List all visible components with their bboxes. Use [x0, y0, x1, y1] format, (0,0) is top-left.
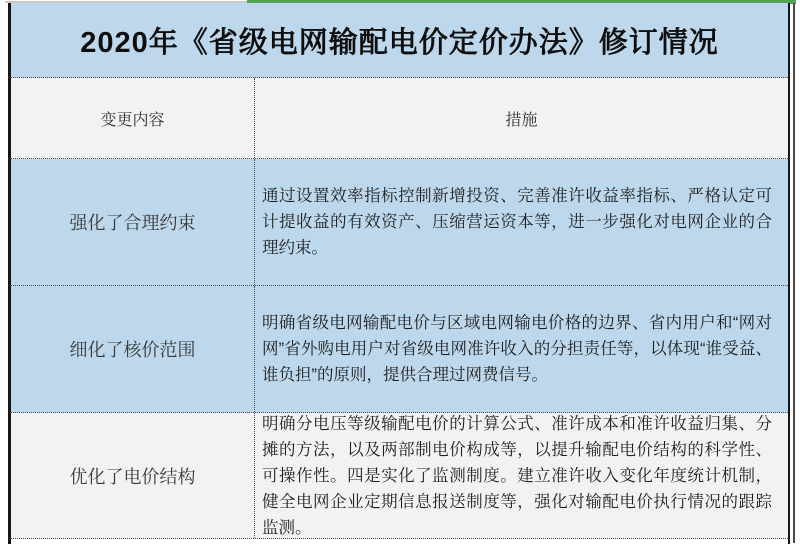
- table-header-row: [11, 78, 788, 159]
- column-header-change: [11, 78, 255, 158]
- page-title: 2020年《省级电网输配电价定价办法》修订情况: [80, 26, 719, 59]
- outer-right-border-line: [793, 3, 795, 543]
- table-row: [11, 159, 788, 286]
- row-change-label: 强化了合理约束: [69, 213, 196, 233]
- title-row: [11, 3, 788, 78]
- table-row: [11, 413, 788, 539]
- row-change-cell: [11, 286, 255, 412]
- table-frame: [8, 3, 790, 544]
- row-change-cell: [11, 413, 255, 538]
- row-measure-cell: [255, 413, 788, 538]
- row-measure-text: 明确分电压等级输配电价的计算公式、准许成本和准许收益归集、分摊的方法，以及两部制电价构成等，以提升输配电价结构的科学性、可操作性。四是实化了监测制度。建立准许收入变化年度统计机制，健全电网企业定期信息报送制度等，强化对输配电价执行情况的跟踪监测。: [262, 414, 772, 537]
- row-measure-text: 通过设置效率指标控制新增投资、完善准许收益率指标、严格认定可计提收益的有效资产、压缩营运资本等，进一步强化对电网企业的合理约束。: [262, 187, 772, 257]
- row-change-label: 细化了核价范围: [69, 340, 196, 360]
- row-measure-cell: [255, 286, 788, 412]
- table-row: [11, 286, 788, 413]
- row-change-cell: [11, 159, 255, 285]
- column-header-change-label: 变更内容: [100, 111, 165, 129]
- row-change-label: 优化了电价结构: [69, 466, 196, 487]
- column-header-measure: [255, 78, 788, 158]
- column-header-measure-label: 措施: [505, 111, 538, 129]
- row-measure-text: 明确省级电网输配电价与区域电网输电价格的边界、省内用户和“网对网”省外购电用户对省级电网准许收入的分担责任等，以体现“谁受益、谁负担”的原则，提供合理过网费信号。: [262, 314, 772, 384]
- row-measure-cell: [255, 159, 788, 285]
